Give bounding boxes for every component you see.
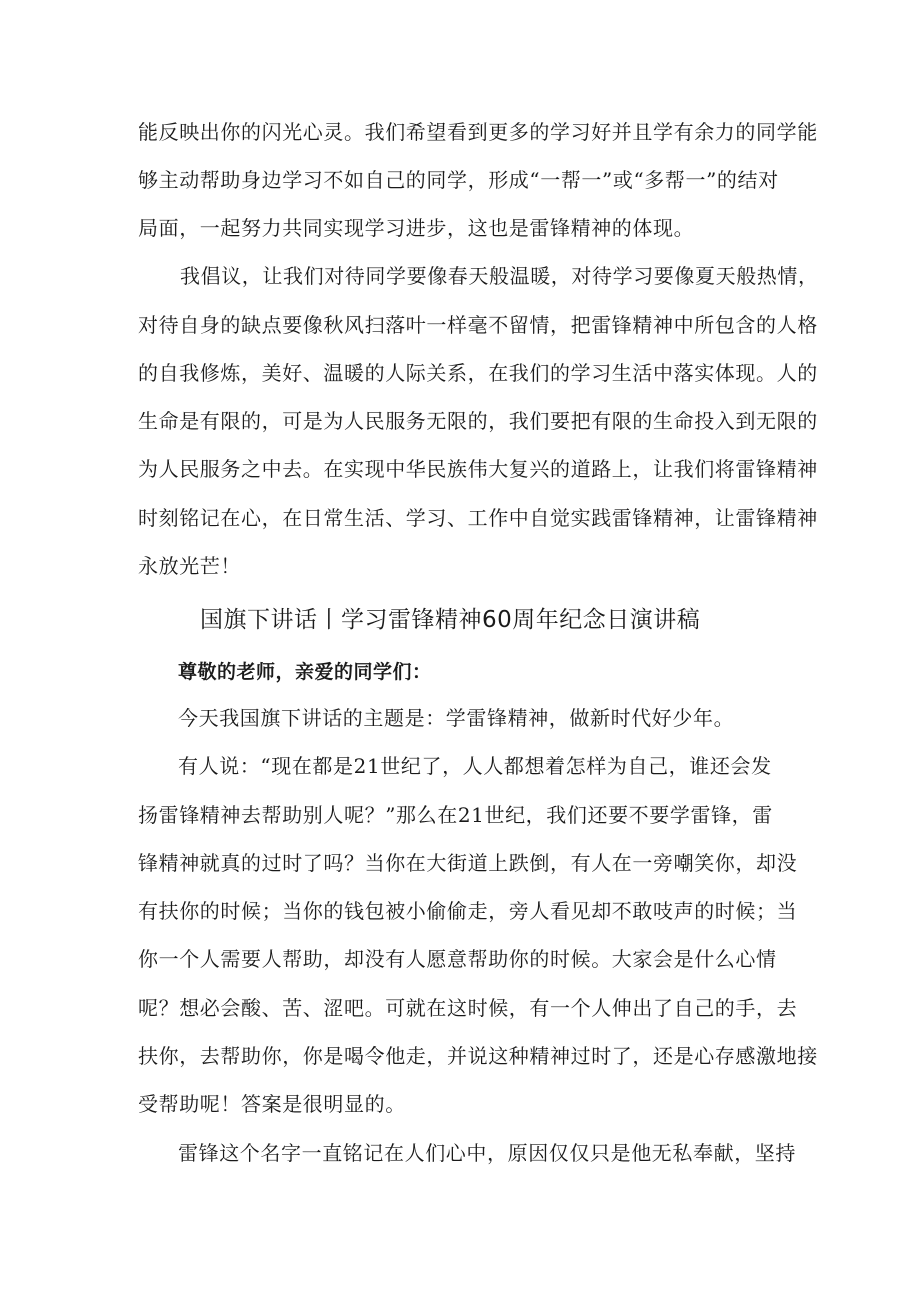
speech-salutation: 尊敬的老师，亲爱的同学们： — [178, 661, 432, 683]
paragraph-line: 有人说：“现在都是21世纪了，人人都想着怎样为自己，谁还会发 — [178, 754, 772, 778]
paragraph-line: 你一个人需要人帮助，却没有人愿意帮助你的时候。大家会是什么心情 — [138, 947, 777, 971]
paragraph-line: 生命是有限的，可是为人民服务无限的，我们要把有限的生命投入到无限的 — [138, 409, 818, 433]
paragraph-line: 的自我修炼，美好、温暖的人际关系，在我们的学习生活中落实体现。人的 — [138, 361, 818, 385]
paragraph-line: 对待自身的缺点要像秋风扫落叶一样毫不留情，把雷锋精神中所包含的人格 — [138, 313, 818, 337]
paragraph-line: 今天我国旗下讲话的主题是：学雷锋精神，做新时代好少年。 — [178, 706, 735, 730]
paragraph-line: 有扶你的时候；当你的钱包被小偷偷走，旁人看见却不敢吱声的时候；当 — [138, 899, 798, 923]
speech-title: 国旗下讲话丨学习雷锋精神60周年纪念日演讲稿 — [200, 607, 701, 633]
paragraph-line: 够主动帮助身边学习不如自己的同学，形成“一帮一”或“多帮一”的结对 — [138, 168, 779, 192]
paragraph-line: 雷锋这个名字一直铭记在人们心中，原因仅仅只是他无私奉献，坚持 — [178, 1141, 796, 1165]
paragraph-line: 呢？想必会酸、苦、涩吧。可就在这时候，有一个人伸出了自己的手，去 — [138, 996, 798, 1020]
paragraph-line: 局面，一起努力共同实现学习进步，这也是雷锋精神的体现。 — [138, 216, 695, 240]
paragraph-line: 扶你，去帮助你，你是喝令他走，并说这种精神过时了，还是心存感激地接 — [138, 1044, 818, 1068]
paragraph-line: 受帮助呢！答案是很明显的。 — [138, 1092, 406, 1116]
paragraph-line: 能反映出你的闪光心灵。我们希望看到更多的学习好并且学有余力的同学能 — [138, 120, 818, 144]
paragraph-line: 为人民服务之中去。在实现中华民族伟大复兴的道路上，让我们将雷锋精神 — [138, 457, 818, 481]
paragraph-line: 锋精神就真的过时了吗？当你在大街道上跌倒，有人在一旁嘲笑你，却没 — [138, 851, 798, 875]
paragraph-line: 扬雷锋精神去帮助别人呢？”那么在21世纪，我们还要不要学雷锋，雷 — [138, 803, 773, 827]
paragraph-line: 永放光芒！ — [138, 554, 241, 578]
paragraph-line: 我倡议，让我们对待同学要像春天般温暖，对待学习要像夏天般热情， — [180, 264, 819, 288]
paragraph-line: 时刻铭记在心，在日常生活、学习、工作中自觉实践雷锋精神，让雷锋精神 — [138, 506, 818, 530]
